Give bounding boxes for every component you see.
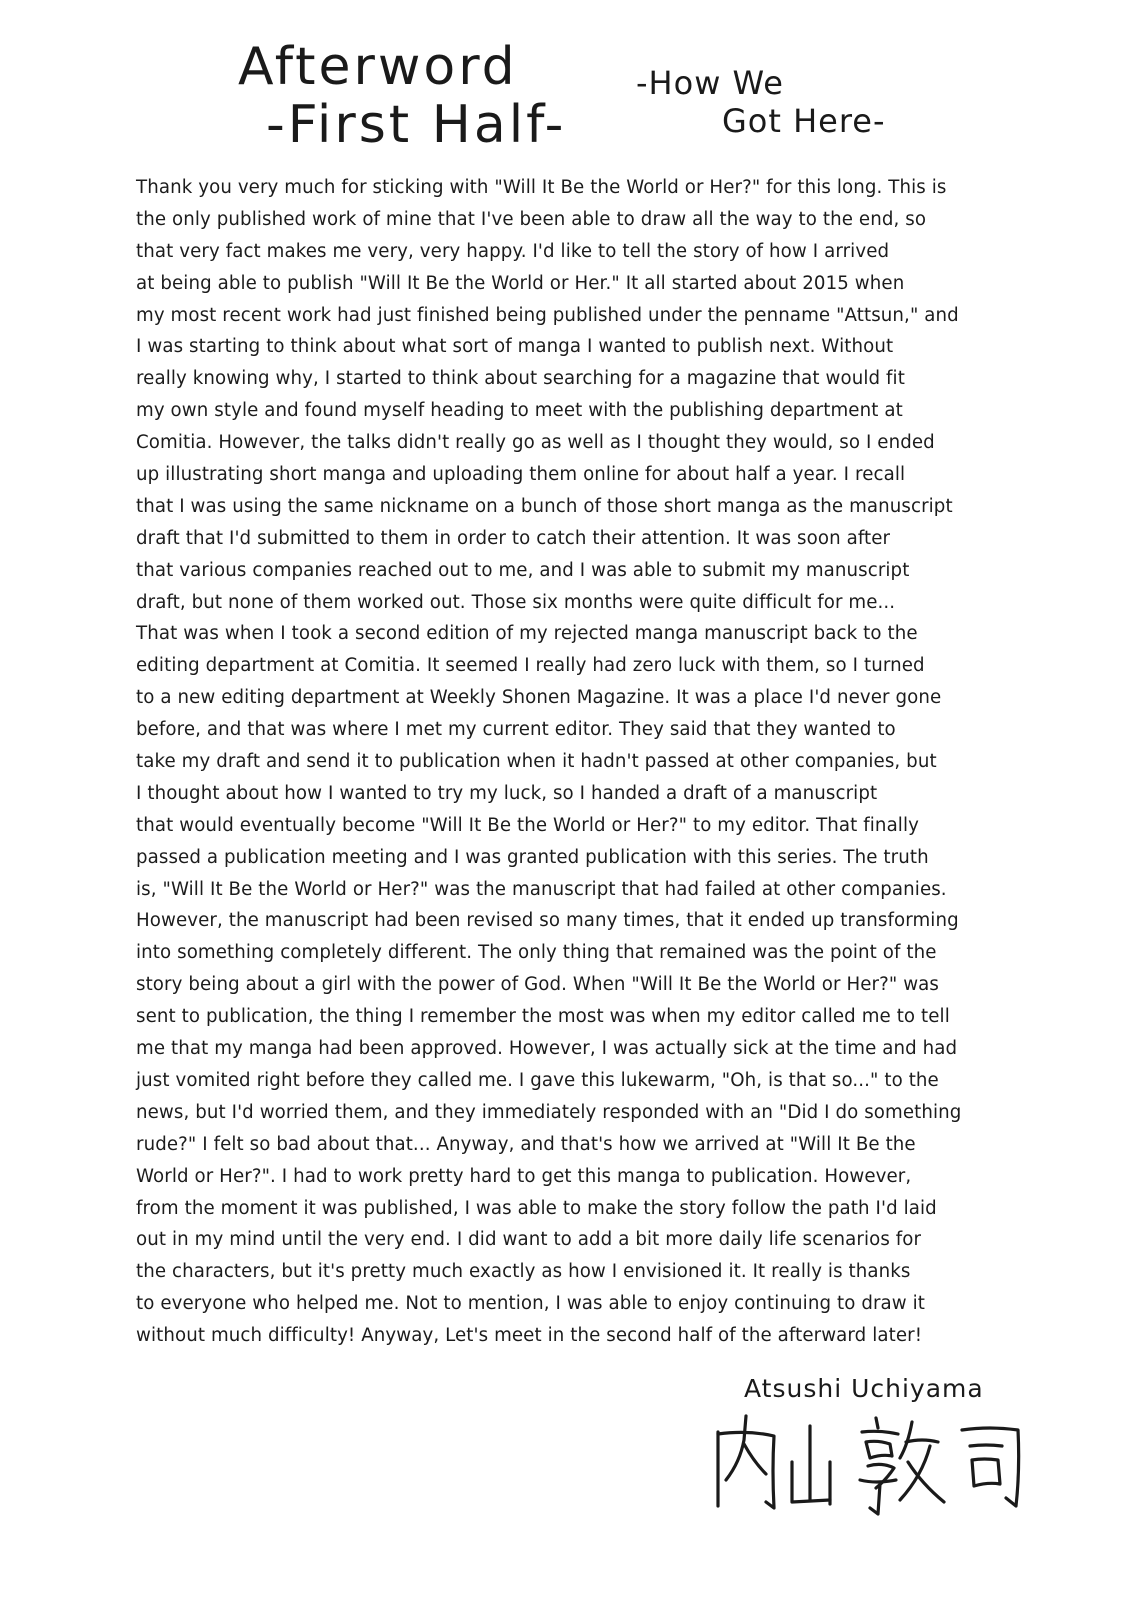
body-text-line: take my draft and send it to publication when it hadn't passed at other companies, but xyxy=(136,751,937,773)
body-text-line: from the moment it was published, I was able to make the story follow the path I'd laid xyxy=(136,1197,937,1219)
body-text-line: draft, but none of them worked out. Those six months were quite difficult for me... xyxy=(136,591,896,613)
body-text-line: just vomited right before they called me. I gave this lukewarm, "Oh, is that so..." to the xyxy=(136,1069,939,1091)
subtitle-block xyxy=(636,64,936,140)
body-text-line: into something completely different. The only thing that remained was the point of the xyxy=(136,942,937,964)
body-text-line: to a new editing department at Weekly Shonen Magazine. It was a place I'd never gone xyxy=(136,687,942,709)
body-text-line: editing department at Comitia. It seemed I really had zero luck with them, so I turned xyxy=(136,655,925,677)
body-text-line: that I was using the same nickname on a bunch of those short manga as the manuscript xyxy=(136,495,953,517)
signature-stroke xyxy=(718,1432,774,1508)
body-text-line: that very fact makes me very, very happy. I'd like to tell the story of how I arrived xyxy=(136,240,890,262)
body-text-line: I was starting to think about what sort of manga I wanted to publish next. Without xyxy=(136,336,894,358)
signature-stroke xyxy=(906,1440,938,1442)
body-text-line: at being able to publish "Will It Be the World or Her." It all started about 2015 when xyxy=(136,272,905,294)
body-text-line: sent to publication, the thing I remember the most was when my editor called me to tell xyxy=(136,1006,950,1028)
body-text-line: draft that I'd submitted to them in order to catch their attention. It was soon after xyxy=(136,527,891,549)
page-title-part: -First Half- xyxy=(266,95,567,155)
body-text-line: that would eventually become "Will It Be the World or Her?" to my editor. That finally xyxy=(136,814,919,836)
body-text-line: I thought about how I wanted to try my luck, so I handed a draft of a manuscript xyxy=(136,782,878,804)
body-text-line: up illustrating short manga and uploading them online for about half a year. I recall xyxy=(136,464,906,486)
body-text-line: rude?" I felt so bad about that... Anyway, and that's how we arrived at "Will It Be the xyxy=(136,1133,916,1155)
body-text-line: to everyone who helped me. Not to mention, I was able to enjoy continuing to draw it xyxy=(136,1293,926,1315)
body-text-line: me that my manga had been approved. However, I was actually sick at the time and had xyxy=(136,1038,958,1060)
page-title: Afterword xyxy=(238,37,518,97)
signature-stroke xyxy=(862,1431,898,1434)
title-block xyxy=(232,38,612,154)
body-text-line: really knowing why, I started to think about searching for a magazine that would fit xyxy=(136,368,905,390)
body-text-line: out in my mind until the very end. I did want to add a bit more daily life scenarios for xyxy=(136,1229,922,1251)
signature-stroke xyxy=(962,1428,1019,1506)
signature-stroke xyxy=(970,1445,1002,1446)
body-text-line: is, "Will It Be the World or Her?" was the manuscript that had failed at other companies. xyxy=(136,878,947,900)
signature-stroke xyxy=(726,1416,746,1480)
signature-stroke xyxy=(860,1480,896,1482)
body-text-line: story being about a girl with the power of God. When "Will It Be the World or Her?" was xyxy=(136,974,939,996)
body-text-line: Comitia. However, the talks didn't really go as well as I thought they would, so I ended xyxy=(136,432,935,454)
afterword-body xyxy=(136,172,1016,1352)
page-subtitle-continued: Got Here- xyxy=(722,102,886,140)
body-text-line: Thank you very much for sticking with "Will It Be the World or Her?" for this long. This is xyxy=(136,177,947,198)
body-text-line: my most recent work had just finished being published under the penname "Attsun," and xyxy=(136,304,959,326)
body-text-line: news, but I'd worried them, and they immediately responded with an "Did I do something xyxy=(136,1101,962,1123)
body-text-line: before, and that was where I met my current editor. They said that they wanted to xyxy=(136,719,896,741)
handwritten-signature xyxy=(700,1410,1040,1520)
signature-stroke xyxy=(876,1418,878,1428)
body-text-line: However, the manuscript had been revised so many times, that it ended up transforming xyxy=(136,910,959,932)
body-text-line: That was when I took a second edition of my rejected manga manuscript back to the xyxy=(136,623,918,645)
body-text-line: the characters, but it's pretty much exactly as how I envisioned it. It really is thanks xyxy=(136,1261,911,1283)
body-text-line: passed a publication meeting and I was granted publication with this series. The truth xyxy=(136,846,929,868)
signature-stroke xyxy=(744,1444,766,1474)
body-text-line: without much difficulty! Anyway, Let's meet in the second half of the afterward later! xyxy=(136,1325,923,1347)
signature-stroke xyxy=(972,1459,1000,1486)
page-subtitle: -How We xyxy=(636,64,784,102)
signature-stroke xyxy=(866,1441,892,1458)
signature-graphic xyxy=(700,1410,1040,1520)
body-text-line: the only published work of mine that I've been able to draw all the way to the end, so xyxy=(136,208,927,230)
body-text-line: that various companies reached out to me, and I was able to submit my manuscript xyxy=(136,559,910,581)
author-name: Atsushi Uchiyama xyxy=(744,1374,984,1403)
body-text-line: my own style and found myself heading to meet with the publishing department at xyxy=(136,400,903,422)
body-text-line: World or Her?". I had to work pretty hard to get this manga to publication. However, xyxy=(136,1165,912,1187)
